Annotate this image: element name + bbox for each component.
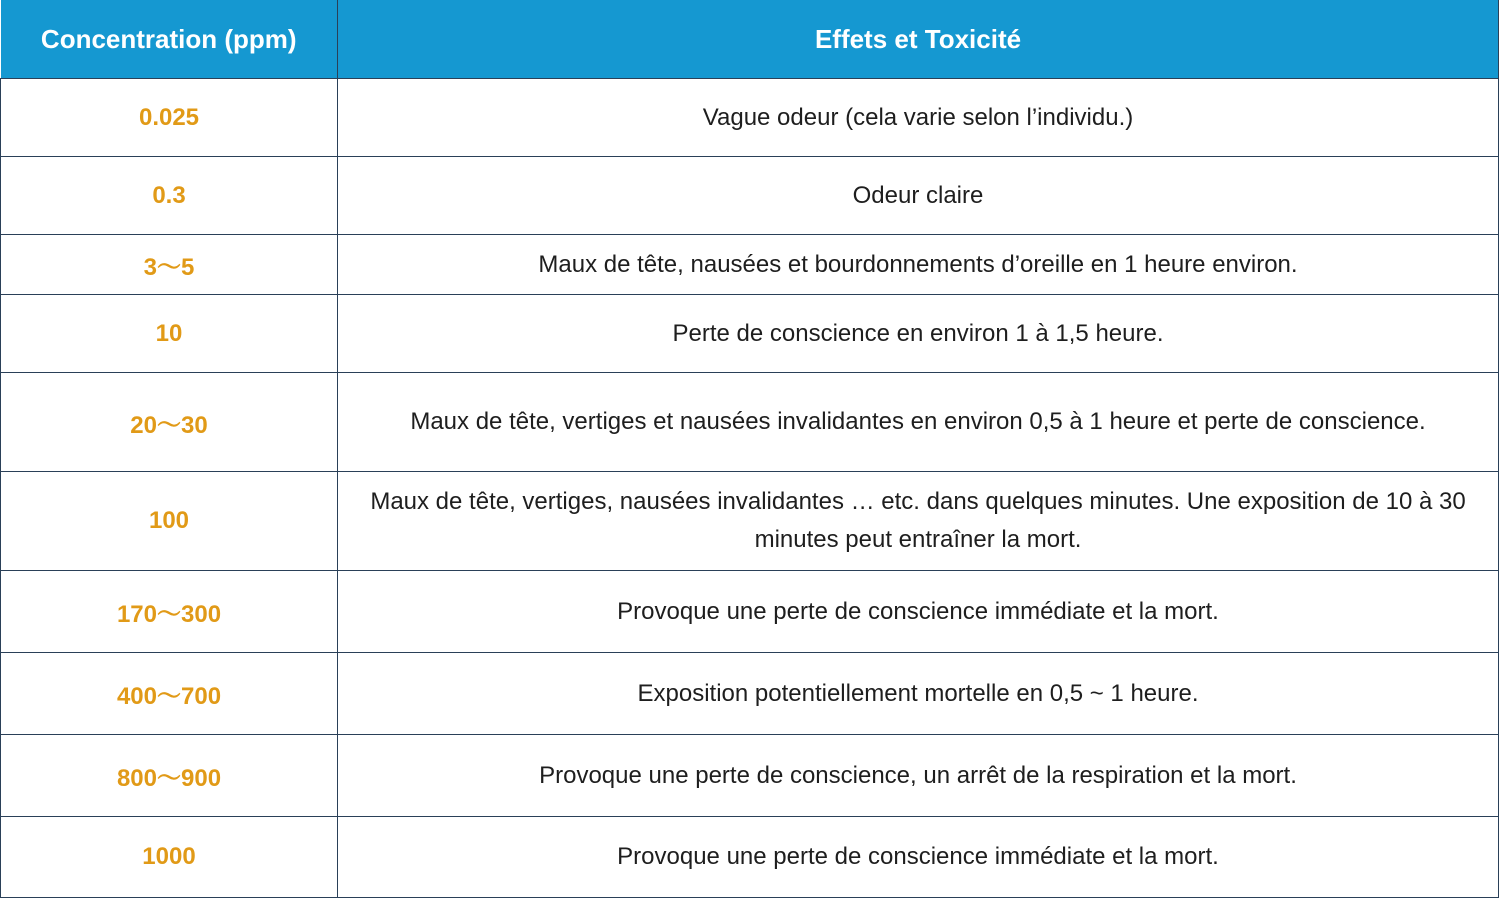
concentration-cell: 400〜700 <box>1 653 338 735</box>
table-row <box>1 735 1499 817</box>
header-concentration: Concentration (ppm) <box>1 0 338 79</box>
concentration-cell: 10 <box>1 295 338 373</box>
concentration-cell: 0.3 <box>1 157 338 235</box>
concentration-cell: 0.025 <box>1 79 338 157</box>
concentration-cell: 800〜900 <box>1 735 338 817</box>
effect-cell: Provoque une perte de conscience, un arrêt de la respiration et la mort. <box>338 735 1499 817</box>
effect-cell: Maux de tête, vertiges, nausées invalidantes … etc. dans quelques minutes. Une exposition de 10 à 30 minutes peut entraîner la mort. <box>338 472 1499 571</box>
table-row <box>1 157 1499 235</box>
header-effects: Effets et Toxicité <box>338 0 1499 79</box>
concentration-cell: 170〜300 <box>1 571 338 653</box>
effect-cell: Odeur claire <box>338 157 1499 235</box>
effect-cell: Exposition potentiellement mortelle en 0,5 ~ 1 heure. <box>338 653 1499 735</box>
concentration-cell: 100 <box>1 472 338 571</box>
table-row <box>1 295 1499 373</box>
table-row <box>1 79 1499 157</box>
effect-cell: Maux de tête, nausées et bourdonnements d’oreille en 1 heure environ. <box>338 235 1499 295</box>
table-row <box>1 653 1499 735</box>
effect-cell: Provoque une perte de conscience immédiate et la mort. <box>338 571 1499 653</box>
effect-cell: Vague odeur (cela varie selon l’individu.) <box>338 79 1499 157</box>
table-body <box>1 79 1499 898</box>
concentration-cell: 20〜30 <box>1 373 338 472</box>
table-row <box>1 571 1499 653</box>
concentration-cell: 1000 <box>1 817 338 898</box>
effect-cell: Perte de conscience en environ 1 à 1,5 heure. <box>338 295 1499 373</box>
table-row <box>1 817 1499 898</box>
effect-cell: Maux de tête, vertiges et nausées invalidantes en environ 0,5 à 1 heure et perte de conscience. <box>338 373 1499 472</box>
concentration-cell: 3〜5 <box>1 235 338 295</box>
table-row <box>1 373 1499 472</box>
table-row <box>1 472 1499 571</box>
table-header <box>1 0 1499 79</box>
table-row <box>1 235 1499 295</box>
effect-cell: Provoque une perte de conscience immédiate et la mort. <box>338 817 1499 898</box>
header-row <box>1 0 1499 79</box>
